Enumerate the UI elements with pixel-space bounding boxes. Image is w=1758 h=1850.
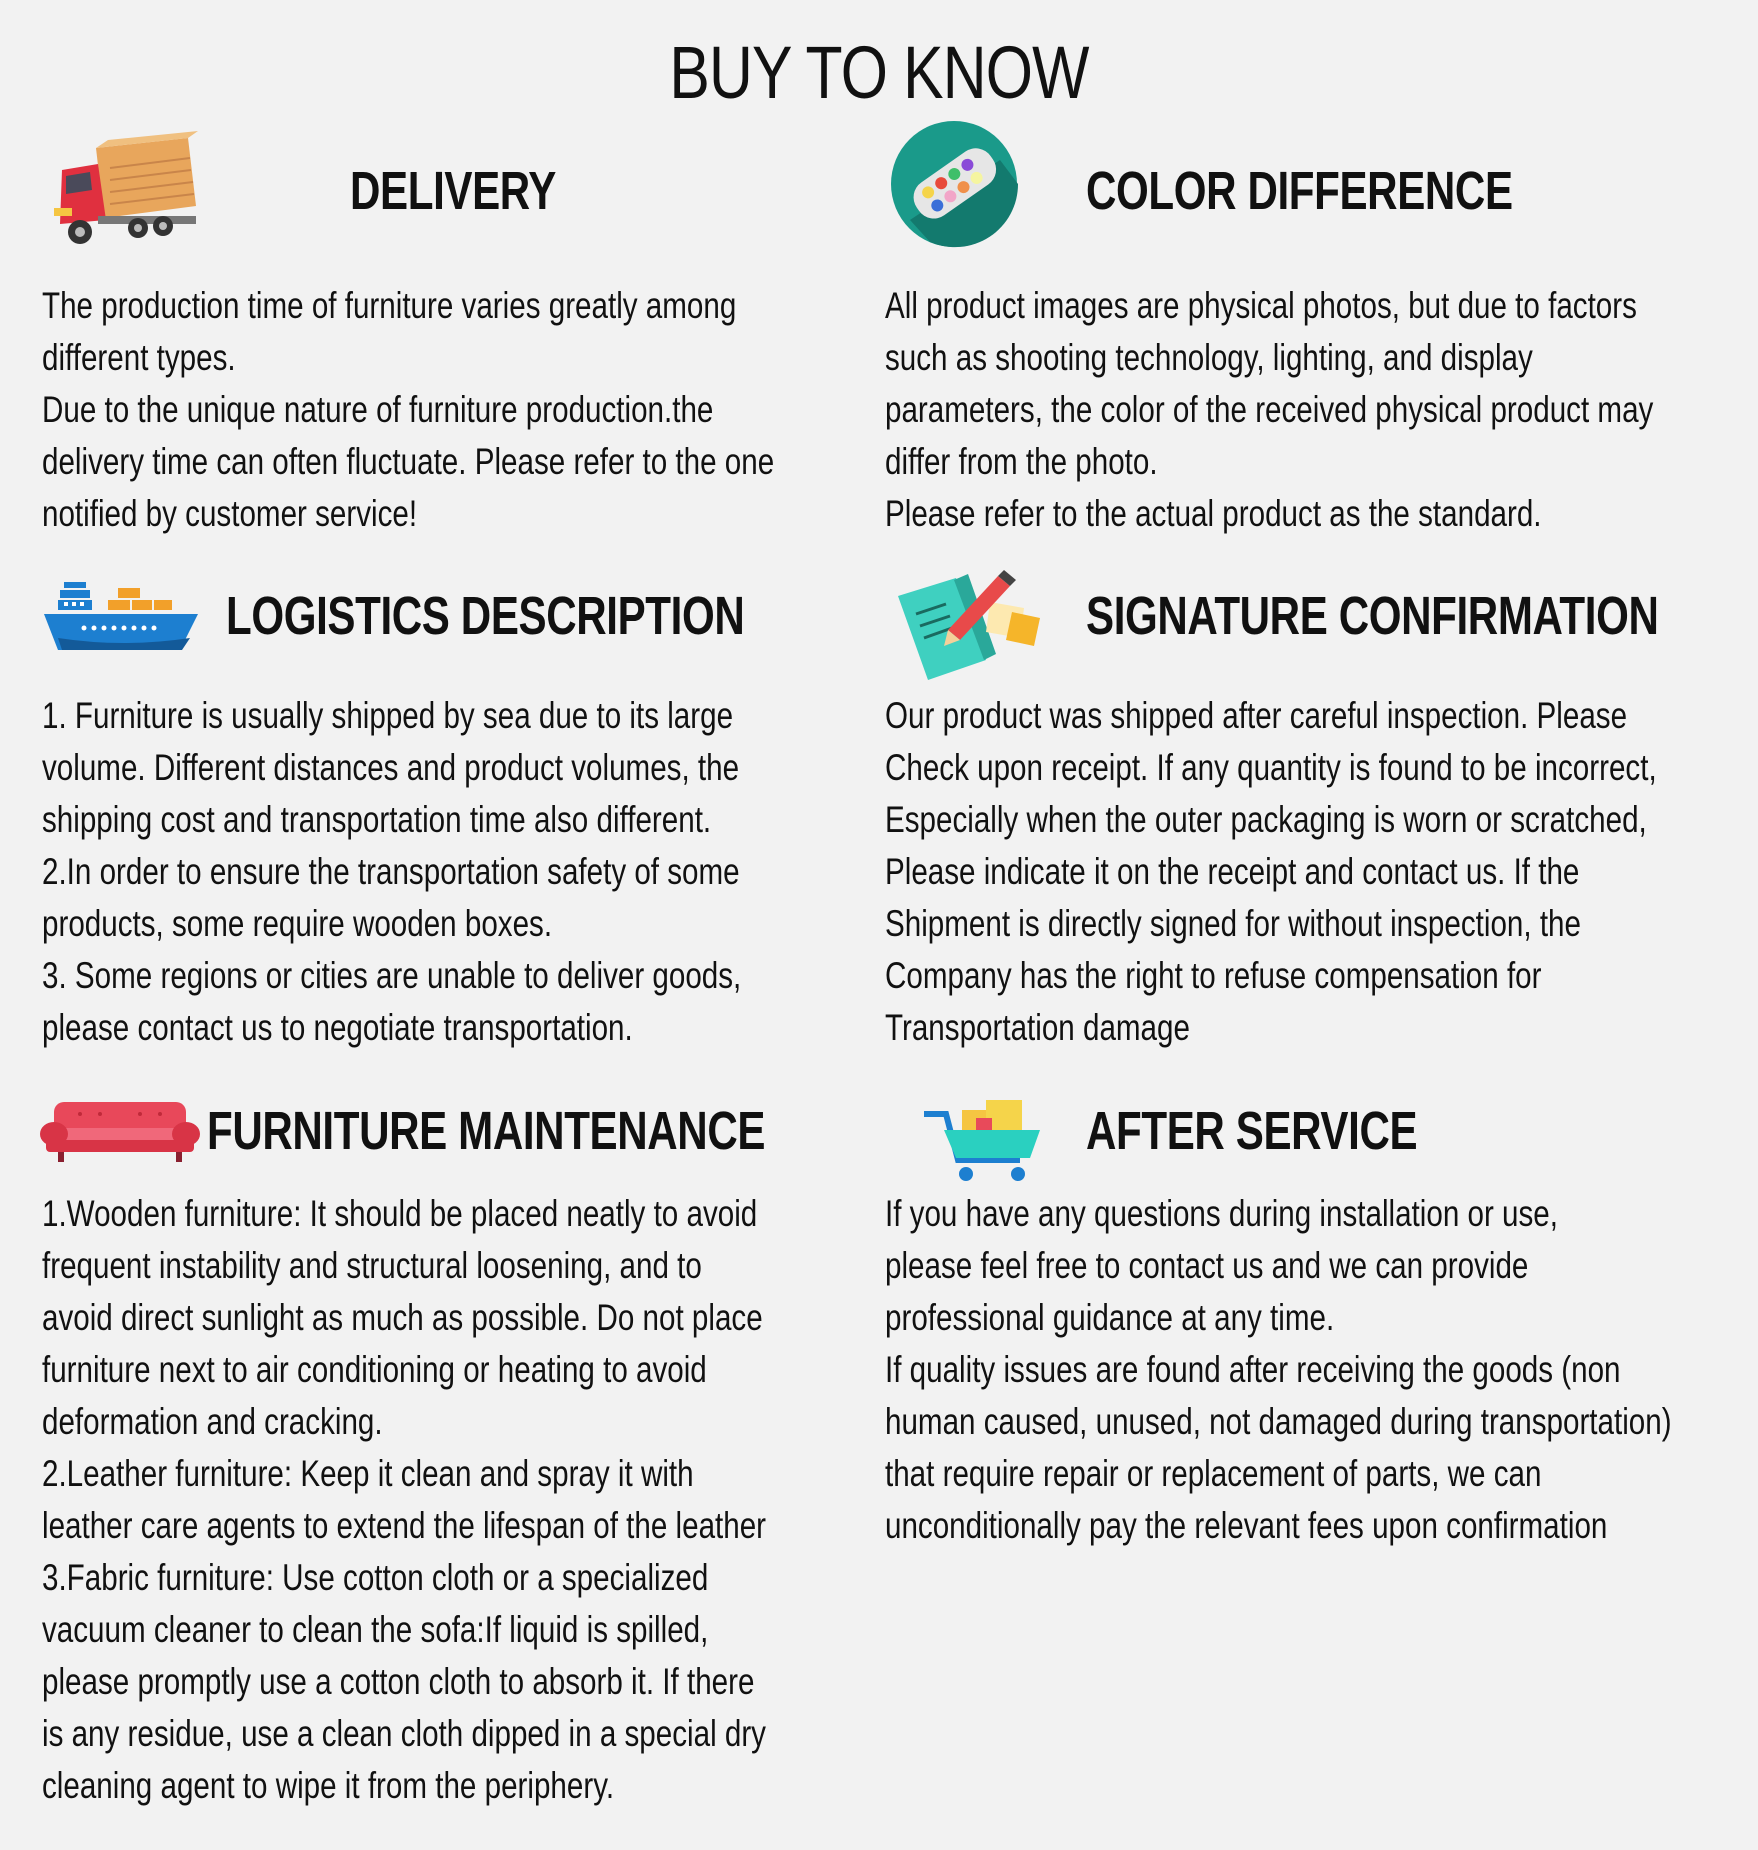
page-title: BUY TO KNOW xyxy=(669,31,1089,114)
palette-icon xyxy=(890,120,1018,248)
section-heading: COLOR DIFFERENCE xyxy=(1086,161,1513,221)
cargo-ship-icon xyxy=(44,578,204,652)
section-heading: FURNITURE MAINTENANCE xyxy=(207,1101,766,1161)
truck-icon xyxy=(48,128,198,248)
section-heading: AFTER SERVICE xyxy=(1086,1101,1418,1161)
section-body: 1. Furniture is usually shipped by sea due to its large volume. Different distances and product volumes, the shipping cost and transportation time also different. 2.In order to ensure the transportation safety of some products, some require wooden boxes. 3. Some regions or cities are unable to deliver goods, please contact us to negotiate transportation. xyxy=(42,695,742,1048)
section-heading: DELIVERY xyxy=(350,161,556,221)
section-body: If you have any questions during installation or use, please feel free to contact us and we can provide professional guidance at any time. If quality issues are found after receiving the goods (non human caused, unused, not damaged during transportation) that require repair or replacement of parts, we can unconditionally pay the relevant fees upon confirmation xyxy=(885,1193,1672,1546)
section-heading: SIGNATURE CONFIRMATION xyxy=(1086,586,1659,646)
section-body: The production time of furniture varies greatly among different types. Due to the unique nature of furniture production.the delivery time can often fluctuate. Please refer to the one notified by customer service! xyxy=(42,285,775,534)
document-pen-icon xyxy=(894,568,1044,686)
shopping-cart-icon xyxy=(922,1096,1044,1184)
sofa-icon xyxy=(40,1098,200,1164)
section-body: 1.Wooden furniture: It should be placed neatly to avoid frequent instability and structural loosening, and to avoid direct sunlight as much as possible. Do not place furniture next to air conditioning or heating to avoid deformation and cracking. 2.Leather furniture: Keep it clean and spray it with leather care agents to extend the lifespan of the leather 3.Fabric furniture: Use cotton cloth or a specialized vacuum cleaner to clean the sofa:If liquid is spilled, please promptly use a cotton cloth to absorb it. If there is any residue, use a clean cloth dipped in a special dry cleaning agent to wipe it from the periphery. xyxy=(42,1193,767,1806)
section-body: All product images are physical photos, but due to factors such as shooting technology, lighting, and display parameters, the color of the received physical product may differ from the photo. Please refer to the actual product as the standard. xyxy=(885,285,1654,534)
section-body: Our product was shipped after careful inspection. Please Check upon receipt. If any quantity is found to be incorrect, Especially when the outer packaging is worn or scratched, Please indicate it on the receipt and contact us. If the Shipment is directly signed for without inspection, the Company has the right to refuse compensation for Transportation damage xyxy=(885,695,1657,1048)
section-heading: LOGISTICS DESCRIPTION xyxy=(226,586,745,646)
